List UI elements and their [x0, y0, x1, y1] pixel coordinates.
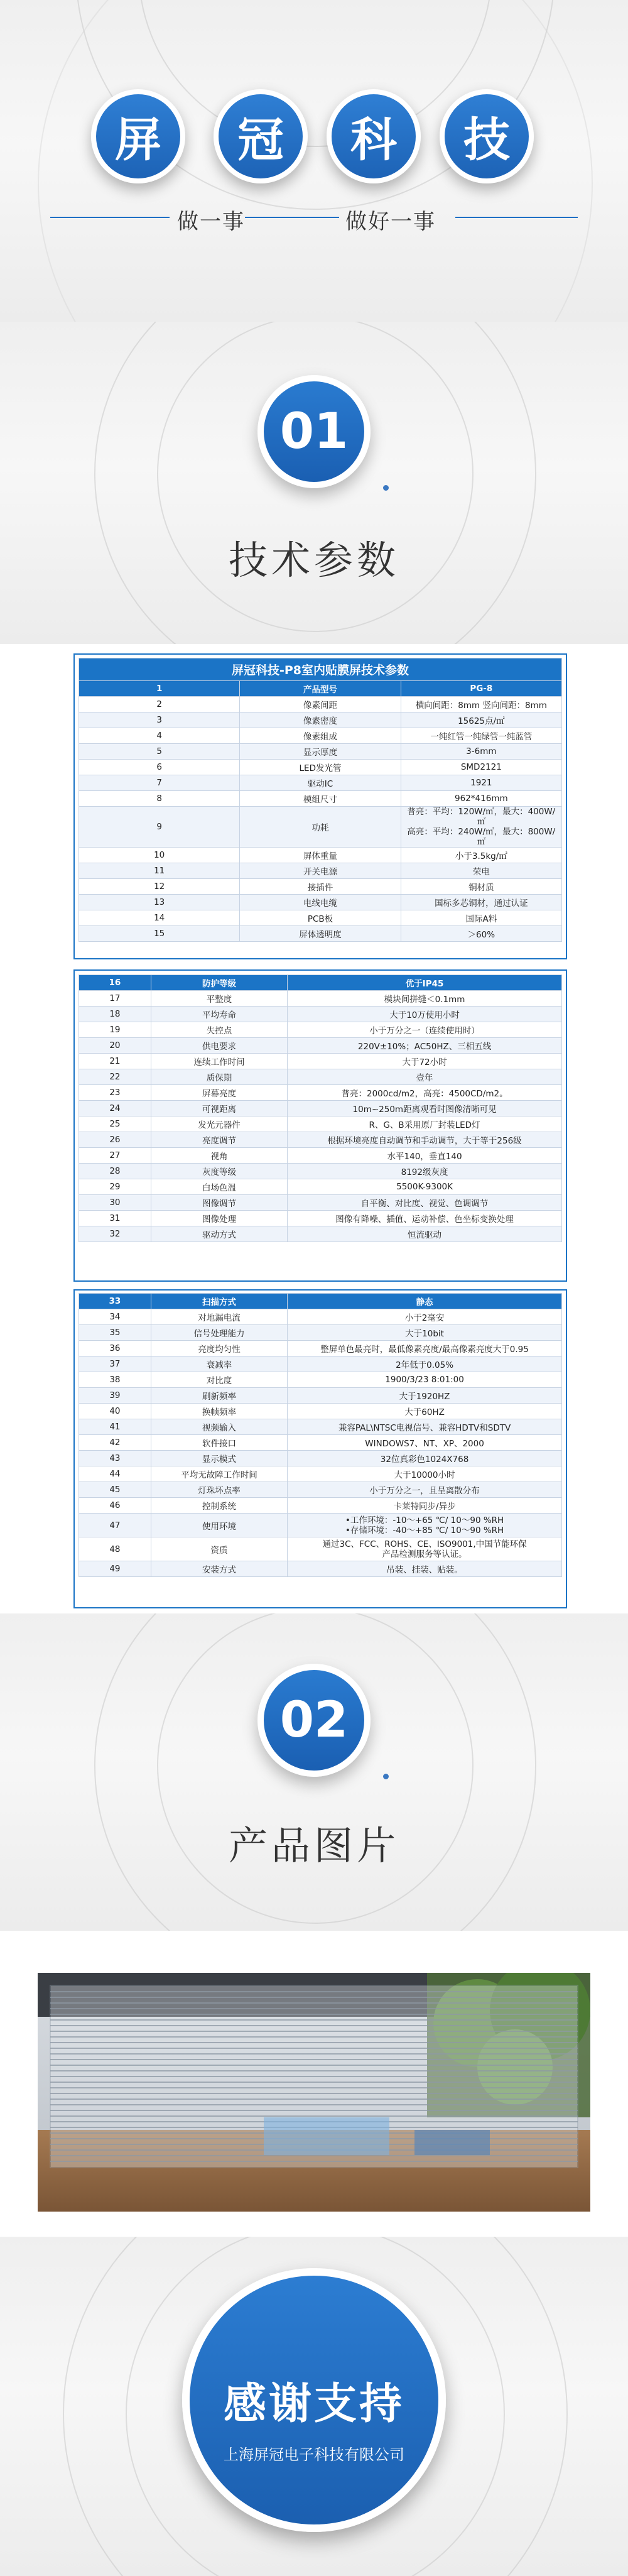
spec-value: WINDOWS7、NT、XP、2000	[288, 1435, 562, 1451]
spec-value: 横向间距：8mm 竖向间距：8mm	[401, 697, 561, 712]
spec-table-row	[79, 1451, 562, 1466]
spec-table-row	[79, 1561, 562, 1577]
spec-index: 40	[79, 1404, 151, 1419]
spec-index: 42	[79, 1435, 151, 1451]
spec-value: 大于1920HZ	[288, 1388, 562, 1404]
spec-index: 16	[79, 975, 151, 991]
spec-table-row	[79, 1101, 562, 1116]
spec-index: 8	[79, 791, 240, 807]
spec-value: 兼容PAL\NTSC电视信号、兼容HDTV和SDTV	[288, 1419, 562, 1435]
spec-value: 小于3.5kg/㎡	[401, 848, 561, 863]
spec-name: 供电要求	[151, 1038, 287, 1054]
spec-index: 44	[79, 1466, 151, 1482]
brand-char-2: 冠	[214, 89, 308, 183]
spec-name: 发光元器件	[151, 1116, 287, 1132]
spec-index: 34	[79, 1309, 151, 1325]
brand-char-3: 科	[327, 89, 421, 183]
spec-index: 30	[79, 1195, 151, 1211]
spec-index: 13	[79, 895, 240, 910]
decor-dot	[383, 485, 389, 491]
spec-name: 亮度调节	[151, 1132, 287, 1148]
spec-table-row	[79, 910, 562, 926]
spec-name: 开关电源	[240, 863, 401, 879]
spec-index: 2	[79, 697, 240, 712]
spec-table-row	[79, 807, 562, 848]
spec-name: 像素密度	[240, 712, 401, 728]
spec-name: 使用环境	[151, 1514, 287, 1537]
spec-table-row	[79, 1132, 562, 1148]
spec-name: 换帧频率	[151, 1404, 287, 1419]
spec-index: 6	[79, 760, 240, 775]
spec-table-row	[79, 848, 562, 863]
section-title: 产品图片	[228, 1823, 399, 1869]
spec-value: 自平衡、对比度、视觉、色调调节	[288, 1195, 562, 1211]
spec-name: 质保期	[151, 1069, 287, 1085]
spec-value: 水平140，垂直140	[288, 1148, 562, 1164]
spec-value: 整屏单色最亮时，最低像素亮度/最高像素亮度大于0.95	[288, 1341, 562, 1356]
spec-name: 对地漏电流	[151, 1309, 287, 1325]
spec-name: 电线电缆	[240, 895, 401, 910]
spec-table-row	[79, 760, 562, 775]
spec-name: 资质	[151, 1537, 287, 1561]
spec-value: 模块间拼缝＜0.1mm	[288, 991, 562, 1007]
spec-index: 23	[79, 1085, 151, 1101]
spec-value: 1900/3/23 8:01:00	[288, 1372, 562, 1388]
spec-index: 43	[79, 1451, 151, 1466]
spec-name: 白场色温	[151, 1179, 287, 1195]
footer-banner	[0, 2237, 628, 2576]
spec-name: 视角	[151, 1148, 287, 1164]
spec-table-row	[79, 1537, 562, 1561]
spec-table-row	[79, 926, 562, 942]
spec-table-row	[79, 1372, 562, 1388]
spec-index: 7	[79, 775, 240, 791]
spec-name: 灰度等级	[151, 1164, 287, 1179]
spec-value: 1921	[401, 775, 561, 791]
spec-value: 小于万分之一（连续使用时）	[288, 1022, 562, 1038]
spec-value: 铜材质	[401, 879, 561, 895]
spec-name: 产品型号	[240, 681, 401, 697]
spec-value: 优于IP45	[288, 975, 562, 991]
brand-char-4: 技	[440, 89, 534, 183]
spec-index: 26	[79, 1132, 151, 1148]
spec-table-row	[79, 1309, 562, 1325]
spec-index: 38	[79, 1372, 151, 1388]
spec-value: 大于10bit	[288, 1325, 562, 1341]
spec-name: 扫描方式	[151, 1294, 287, 1309]
spec-value: 小于万分之一，且呈离散分布	[288, 1482, 562, 1498]
spec-index: 11	[79, 863, 240, 879]
spec-name: 平均寿命	[151, 1007, 287, 1022]
spec-value: 卡莱特同步/异步	[288, 1498, 562, 1514]
spec-table-row	[79, 879, 562, 895]
spec-table-3	[78, 1293, 562, 1577]
brand-char-1: 屏	[91, 89, 185, 183]
spec-name: 平整度	[151, 991, 287, 1007]
spec-table-header-row	[79, 975, 562, 991]
spec-table-row	[79, 1148, 562, 1164]
spec-table-row	[79, 1116, 562, 1132]
spec-table-row	[79, 1164, 562, 1179]
spec-name: 功耗	[240, 807, 401, 848]
spec-name: 显示厚度	[240, 744, 401, 760]
spec-index: 24	[79, 1101, 151, 1116]
spec-name: PCB板	[240, 910, 401, 926]
section-photos-heading	[0, 1613, 628, 1931]
spec-value: 国标多芯铜材，通过认证	[401, 895, 561, 910]
spec-index: 27	[79, 1148, 151, 1164]
spec-table-row	[79, 1325, 562, 1341]
spec-name: 显示模式	[151, 1451, 287, 1466]
spec-index: 5	[79, 744, 240, 760]
spec-value: 普亮：2000cd/m2，高亮：4500CD/m2。	[288, 1085, 562, 1101]
spec-value: 国际A料	[401, 910, 561, 926]
spec-index: 22	[79, 1069, 151, 1085]
spec-name: 控制系统	[151, 1498, 287, 1514]
company-name: 上海屏冠电子科技有限公司	[224, 2446, 404, 2464]
spec-table-row	[79, 863, 562, 879]
spec-name: 灯珠坏点率	[151, 1482, 287, 1498]
spec-name: 衰减率	[151, 1356, 287, 1372]
spec-value: 15625点/㎡	[401, 712, 561, 728]
spec-table-row	[79, 1498, 562, 1514]
spec-index: 20	[79, 1038, 151, 1054]
spec-index: 47	[79, 1514, 151, 1537]
product-photo	[38, 1973, 590, 2212]
spec-value: 大于72小时	[288, 1054, 562, 1069]
spec-name: 接插件	[240, 879, 401, 895]
spec-table-row	[79, 1007, 562, 1022]
header-banner	[0, 0, 628, 322]
spec-table-row	[79, 1419, 562, 1435]
spec-table-row	[79, 1054, 562, 1069]
spec-value: 吊装、挂装、贴装。	[288, 1561, 562, 1577]
spec-table-title: 屏冠科技-P8室内贴膜屏技术参数	[79, 658, 562, 681]
spec-value: 一纯红管一纯绿管一纯蓝管	[401, 728, 561, 744]
spec-table-row	[79, 744, 562, 760]
spec-name: LED发光管	[240, 760, 401, 775]
slogan-right: 做好一事	[345, 209, 436, 234]
divider-line	[50, 217, 170, 218]
spec-value: 10m~250m距离观看时图像清晰可见	[288, 1101, 562, 1116]
spec-table-row	[79, 1211, 562, 1226]
spec-table-row	[79, 1179, 562, 1195]
spec-table-row	[79, 1085, 562, 1101]
spec-index: 28	[79, 1164, 151, 1179]
spec-value: 大于10000小时	[288, 1466, 562, 1482]
spec-index: 3	[79, 712, 240, 728]
spec-index: 49	[79, 1561, 151, 1577]
spec-index: 18	[79, 1007, 151, 1022]
spec-index: 15	[79, 926, 240, 942]
spec-index: 9	[79, 807, 240, 848]
spec-value: 8192级灰度	[288, 1164, 562, 1179]
spec-index: 1	[79, 681, 240, 697]
spec-name: 刷新频率	[151, 1388, 287, 1404]
spec-table-row	[79, 775, 562, 791]
divider-line	[455, 217, 578, 218]
spec-value: •工作环境：-10～+65 ℃/ 10～90 %RH •存储环境：-40～+85 ℃/ 10～90 %RH	[288, 1514, 562, 1537]
spec-table-row	[79, 728, 562, 744]
spec-name: 失控点	[151, 1022, 287, 1038]
spec-value: PG-8	[401, 681, 561, 697]
spec-table-row	[79, 1022, 562, 1038]
spec-index: 29	[79, 1179, 151, 1195]
spec-value: R、G、B采用原厂封装LED灯	[288, 1116, 562, 1132]
decor-dot	[383, 1774, 389, 1779]
spec-name: 屏体重量	[240, 848, 401, 863]
spec-index: 41	[79, 1419, 151, 1435]
spec-value: SMD2121	[401, 760, 561, 775]
section-number: 01	[257, 375, 371, 488]
spec-value: 3-6mm	[401, 744, 561, 760]
spec-value: 静态	[288, 1294, 562, 1309]
spec-value: 根据环境亮度自动调节和手动调节，大于等于256级	[288, 1132, 562, 1148]
spec-value: 壹年	[288, 1069, 562, 1085]
spec-index: 10	[79, 848, 240, 863]
spec-value: 5500K-9300K	[288, 1179, 562, 1195]
spec-name: 屏体透明度	[240, 926, 401, 942]
section-specs-heading	[0, 322, 628, 644]
spec-table-1	[78, 658, 562, 942]
thanks-circle	[182, 2268, 446, 2532]
spec-table-row	[79, 1341, 562, 1356]
spec-name: 图像处理	[151, 1211, 287, 1226]
spec-table-row	[79, 1356, 562, 1372]
spec-index: 19	[79, 1022, 151, 1038]
spec-name: 信号处理能力	[151, 1325, 287, 1341]
spec-name: 模组尺寸	[240, 791, 401, 807]
spec-index: 39	[79, 1388, 151, 1404]
spec-name: 平均无故障工作时间	[151, 1466, 287, 1482]
spec-table-row	[79, 1226, 562, 1242]
spec-table-row	[79, 1514, 562, 1537]
spec-name: 亮度均匀性	[151, 1341, 287, 1356]
spec-index: 21	[79, 1054, 151, 1069]
spec-table-2	[78, 974, 562, 1242]
spec-index: 35	[79, 1325, 151, 1341]
spec-name: 屏幕亮度	[151, 1085, 287, 1101]
spec-table-row	[79, 1404, 562, 1419]
spec-table-row	[79, 991, 562, 1007]
spec-value: 大于10万使用小时	[288, 1007, 562, 1022]
section-number: 02	[257, 1664, 371, 1777]
section-title: 技术参数	[228, 537, 399, 583]
slogan-left: 做一事	[177, 209, 245, 234]
spec-name: 像素间距	[240, 697, 401, 712]
spec-table-row	[79, 895, 562, 910]
spec-index: 37	[79, 1356, 151, 1372]
spec-index: 12	[79, 879, 240, 895]
spec-value: 荣电	[401, 863, 561, 879]
spec-table-header-row	[79, 1294, 562, 1309]
spec-name: 驱动方式	[151, 1226, 287, 1242]
spec-index: 31	[79, 1211, 151, 1226]
spec-table-row	[79, 1435, 562, 1451]
spec-index: 33	[79, 1294, 151, 1309]
spec-index: 46	[79, 1498, 151, 1514]
spec-name: 防护等级	[151, 975, 287, 991]
spec-index: 36	[79, 1341, 151, 1356]
spec-table-row	[79, 1195, 562, 1211]
spec-value: 通过3C、FCC、ROHS、CE、ISO9001,中国节能环保 产品检测服务等认证。	[288, 1537, 562, 1561]
spec-index: 14	[79, 910, 240, 926]
spec-table-row	[79, 712, 562, 728]
spec-index: 45	[79, 1482, 151, 1498]
spec-index: 4	[79, 728, 240, 744]
spec-name: 软件接口	[151, 1435, 287, 1451]
spec-table-row	[79, 1466, 562, 1482]
spec-name: 视频输入	[151, 1419, 287, 1435]
spec-value: 大于60HZ	[288, 1404, 562, 1419]
spec-index: 17	[79, 991, 151, 1007]
spec-value: 2年低于0.05%	[288, 1356, 562, 1372]
spec-index: 32	[79, 1226, 151, 1242]
spec-table-row	[79, 1069, 562, 1085]
spec-table-row	[79, 697, 562, 712]
spec-value: 普亮：平均：120W/㎡，最大：400W/㎡ 高亮：平均：240W/㎡，最大：800W/㎡	[401, 807, 561, 848]
spec-name: 安装方式	[151, 1561, 287, 1577]
spec-table-row	[79, 791, 562, 807]
spec-value: 962*416mm	[401, 791, 561, 807]
spec-value: 32位真彩色1024X768	[288, 1451, 562, 1466]
spec-table-row	[79, 1038, 562, 1054]
spec-index: 48	[79, 1537, 151, 1561]
thanks-text: 感谢支持	[223, 2379, 404, 2429]
spec-table-row	[79, 1388, 562, 1404]
spec-name: 可视距离	[151, 1101, 287, 1116]
spec-value: 220V±10%；AC50HZ、三相五线	[288, 1038, 562, 1054]
spec-value: 恒流驱动	[288, 1226, 562, 1242]
spec-name: 对比度	[151, 1372, 287, 1388]
spec-name: 像素组成	[240, 728, 401, 744]
spec-value: ＞60%	[401, 926, 561, 942]
divider-line	[245, 217, 339, 218]
product-photo-image	[38, 1973, 590, 2212]
spec-table-header-row	[79, 681, 562, 697]
spec-name: 图像调节	[151, 1195, 287, 1211]
spec-name: 驱动IC	[240, 775, 401, 791]
spec-value: 小于2毫安	[288, 1309, 562, 1325]
spec-name: 连续工作时间	[151, 1054, 287, 1069]
spec-value: 图像有降噪、插值、运动补偿、色坐标变换处理	[288, 1211, 562, 1226]
spec-index: 25	[79, 1116, 151, 1132]
spec-table-row	[79, 1482, 562, 1498]
